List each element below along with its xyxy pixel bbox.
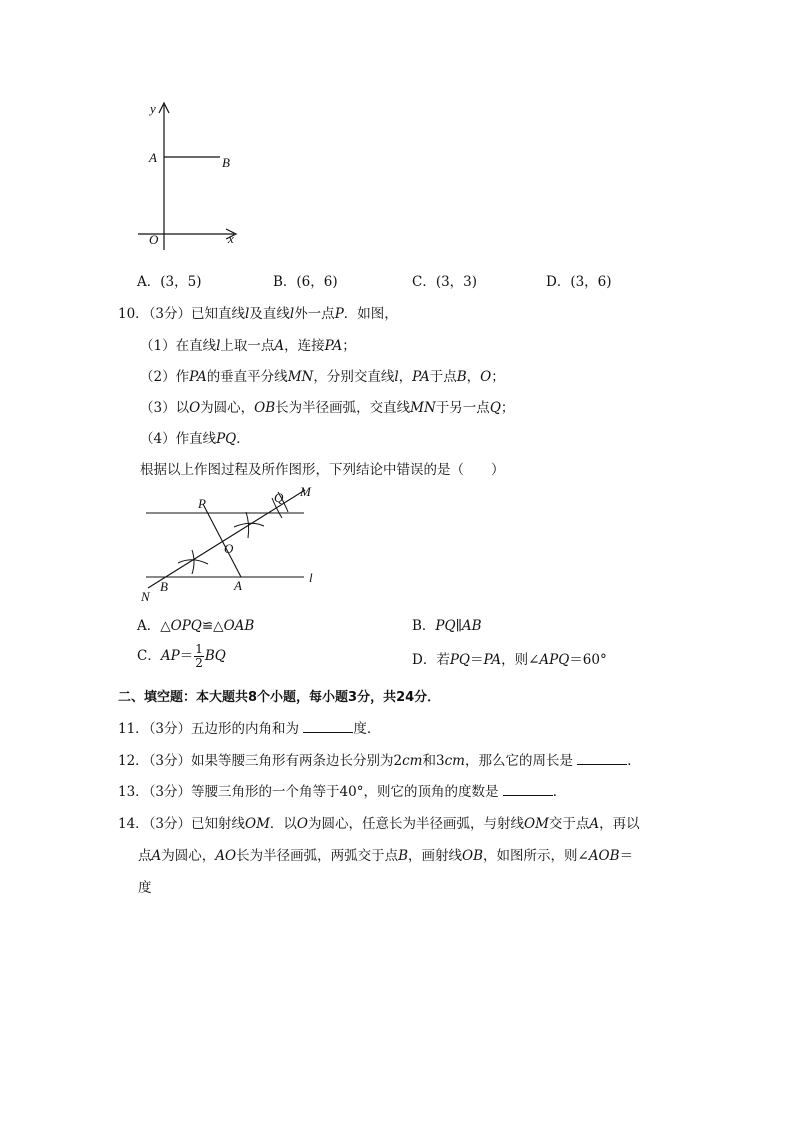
arc-upper-2 <box>246 512 249 538</box>
q9-option-d[interactable]: D．(3，6) <box>546 274 612 290</box>
q13: 13．（3分）等腰三角形的一个角等于40°，则它的顶角的度数是 ． <box>118 784 567 800</box>
q10-question: 根据以上作图过程及所作图形，下列结论中错误的是（ ） <box>140 462 505 478</box>
q10-num: 10． <box>118 306 149 322</box>
q10-option-d[interactable]: D．若PQ＝PA，则∠APQ＝60° <box>412 652 607 668</box>
label-y: y <box>150 101 156 116</box>
q10-step3: （3）以O为圆心，OB长为半径画弧，交直线MN于另一点Q； <box>140 400 515 416</box>
arc-lower-2 <box>192 550 194 574</box>
section-heading: 二、填空题：本大题共8个小题，每小题3分，共24分． <box>118 690 441 705</box>
q9-option-a[interactable]: A．(3，5) <box>137 274 202 290</box>
q10-stem: 10．（3分）已知直线l及直线l外一点P．如图， <box>118 306 398 322</box>
label-o: O <box>149 232 159 247</box>
answer-blank[interactable] <box>303 722 353 733</box>
label-l: l <box>309 570 313 585</box>
q10-step4: （4）作直线PQ． <box>140 431 250 447</box>
label-a: A <box>149 150 157 165</box>
label-q: Q <box>274 490 284 505</box>
label-p: P <box>198 496 206 511</box>
answer-blank[interactable] <box>503 785 553 796</box>
label-a: A <box>234 578 242 593</box>
q10-option-c[interactable]: C．AP＝ $\frac{1}{2}$ BQ <box>137 642 226 670</box>
label-n: N <box>141 589 150 604</box>
coordinate-figure <box>130 95 250 260</box>
q14-line2: 点A为圆心，AO长为半径画弧，两弧交于点B，画射线OB，如图所示，则∠AOB＝ <box>138 848 634 864</box>
answer-blank[interactable] <box>577 754 627 765</box>
q10-step2: （2）作PA的垂直平分线MN，分别交直线l，PA于点B，O； <box>140 369 505 385</box>
q10-step1: （1）在直线l上取一点A，连接PA； <box>140 338 356 354</box>
q14-line1: 14．（3分）已知射线OM．以O为圆心，任意长为半径画弧，与射线OM交于点A，再以 <box>118 816 640 832</box>
construction-figure <box>138 482 328 607</box>
fraction-half: $\frac{1}{2}$ <box>195 642 203 670</box>
q9-option-c[interactable]: C．(3，3) <box>412 274 478 290</box>
q10-option-b[interactable]: B．PQ∥AB <box>412 618 482 634</box>
label-m: M <box>300 484 311 499</box>
label-o: O <box>224 541 234 556</box>
q12: 12．（3分）如果等腰三角形有两条边长分别为2cm和3cm，那么它的周长是 ． <box>118 753 641 769</box>
label-x: x <box>228 231 234 246</box>
q9-option-b[interactable]: B．(6，6) <box>273 274 338 290</box>
segment-pa <box>203 504 241 577</box>
q11: 11．（3分）五边形的内角和为 度． <box>118 721 381 737</box>
q14-line3: 度 <box>138 880 152 896</box>
label-b: B <box>222 155 230 170</box>
q10-option-a[interactable]: A．△OPQ≌△OAB <box>137 618 255 634</box>
label-b: B <box>160 579 168 594</box>
